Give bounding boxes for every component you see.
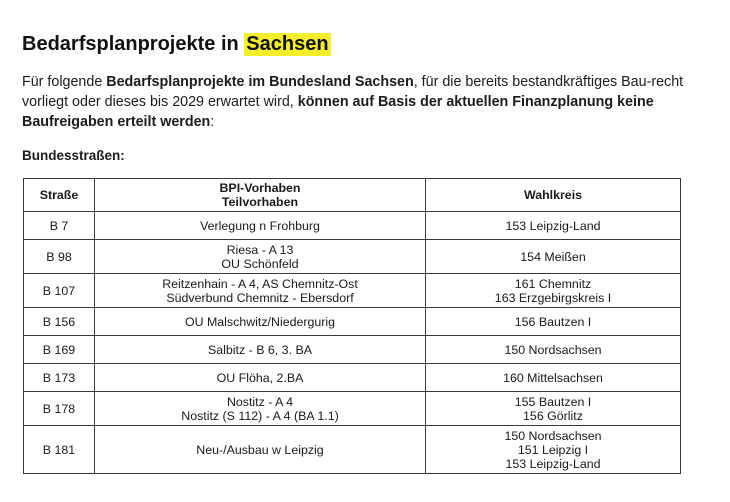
vorhaben-line: Riesa - A 13 (226, 242, 294, 257)
header-vorhaben (95, 179, 426, 212)
table-row (24, 336, 681, 364)
cell-strasse: B 178 (24, 392, 95, 426)
title-prefix: Bedarfsplanprojekte in (22, 33, 239, 55)
cell-wahlkreis (426, 240, 681, 274)
vorhaben-line: Nostitz (S 112) - A 4 (BA 1.1) (181, 408, 339, 423)
header-wahlkreis: Wahlkreis (426, 179, 681, 212)
cell-wahlkreis (426, 336, 681, 364)
cell-strasse: B 181 (24, 426, 95, 474)
wahlkreis-line: 150 Nordsachsen (504, 428, 602, 443)
intro-paragraph (22, 72, 712, 132)
vorhaben-line: Reitzenhain - A 4, AS Chemnitz-Ost (162, 276, 358, 291)
section-label: Bundesstraßen: (22, 148, 125, 163)
vorhaben-line: Neu-/Ausbau w Leipzig (196, 442, 324, 457)
cell-strasse: B 98 (24, 240, 95, 274)
page-title (22, 33, 331, 56)
cell-wahlkreis (426, 212, 681, 240)
header-strasse: Straße (24, 179, 95, 212)
header-vorhaben-line2: Teilvorhaben (221, 195, 299, 209)
cell-vorhaben (95, 364, 426, 392)
vorhaben-line: Verlegung n Frohburg (200, 218, 320, 233)
cell-wahlkreis (426, 274, 681, 308)
cell-vorhaben (95, 336, 426, 364)
cell-vorhaben (95, 426, 426, 474)
wahlkreis-line: 163 Erzgebirgskreis I (494, 290, 612, 305)
wahlkreis-line: 153 Leipzig-Land (505, 456, 601, 471)
title-highlight: Sachsen (246, 33, 329, 55)
cell-strasse: B 7 (24, 212, 95, 240)
cell-wahlkreis (426, 392, 681, 426)
intro-bold-1: Bedarfsplanprojekte im Bundesland Sachsen (106, 74, 414, 90)
wahlkreis-line: 150 Nordsachsen (504, 342, 602, 357)
cell-wahlkreis (426, 364, 681, 392)
table-row (24, 308, 681, 336)
cell-vorhaben (95, 308, 426, 336)
cell-strasse: B 169 (24, 336, 95, 364)
wahlkreis-line: 160 Mittelsachsen (503, 370, 603, 385)
table-row (24, 212, 681, 240)
cell-strasse: B 173 (24, 364, 95, 392)
table-row (24, 426, 681, 474)
table-header-row (24, 179, 681, 212)
intro-text-1: Für folgende (22, 74, 107, 90)
wahlkreis-line: 155 Bautzen I (514, 394, 592, 409)
cell-vorhaben (95, 212, 426, 240)
vorhaben-line: OU Schönfeld (221, 256, 299, 271)
vorhaben-line: Nostitz - A 4 (226, 394, 294, 409)
wahlkreis-line: 151 Leipzig I (517, 442, 589, 457)
cell-strasse: B 107 (24, 274, 95, 308)
vorhaben-line: Südverbund Chemnitz - Ebersdorf (166, 290, 354, 305)
wahlkreis-line: 161 Chemnitz (514, 276, 592, 291)
table-row (24, 240, 681, 274)
intro-text-2: , für die bereits bestandkräftiges Bau-recht vorliegt oder dieses bis 2029 erwartet wird, (22, 74, 684, 110)
header-vorhaben-line1: BPI-Vorhaben (219, 181, 301, 195)
table-row (24, 274, 681, 308)
wahlkreis-line: 156 Bautzen I (514, 314, 592, 329)
cell-vorhaben (95, 274, 426, 308)
vorhaben-line: OU Flöha, 2.BA (216, 370, 304, 385)
intro-text-3: : (210, 114, 215, 130)
vorhaben-line: OU Malschwitz/Niedergurig (184, 314, 336, 329)
intro-bold-2: können auf Basis der aktuellen Finanzplanung keine Baufreigaben erteilt werden (22, 94, 654, 130)
table-body (24, 212, 681, 474)
cell-strasse: B 156 (24, 308, 95, 336)
cell-vorhaben (95, 392, 426, 426)
cell-wahlkreis (426, 426, 681, 474)
table-row (24, 364, 681, 392)
cell-wahlkreis (426, 308, 681, 336)
wahlkreis-line: 153 Leipzig-Land (505, 218, 601, 233)
projects-table (23, 178, 681, 474)
vorhaben-line: Salbitz - B 6, 3. BA (208, 342, 312, 357)
wahlkreis-line: 156 Görlitz (523, 408, 583, 423)
cell-vorhaben (95, 240, 426, 274)
table-row (24, 392, 681, 426)
wahlkreis-line: 154 Meißen (520, 249, 586, 264)
